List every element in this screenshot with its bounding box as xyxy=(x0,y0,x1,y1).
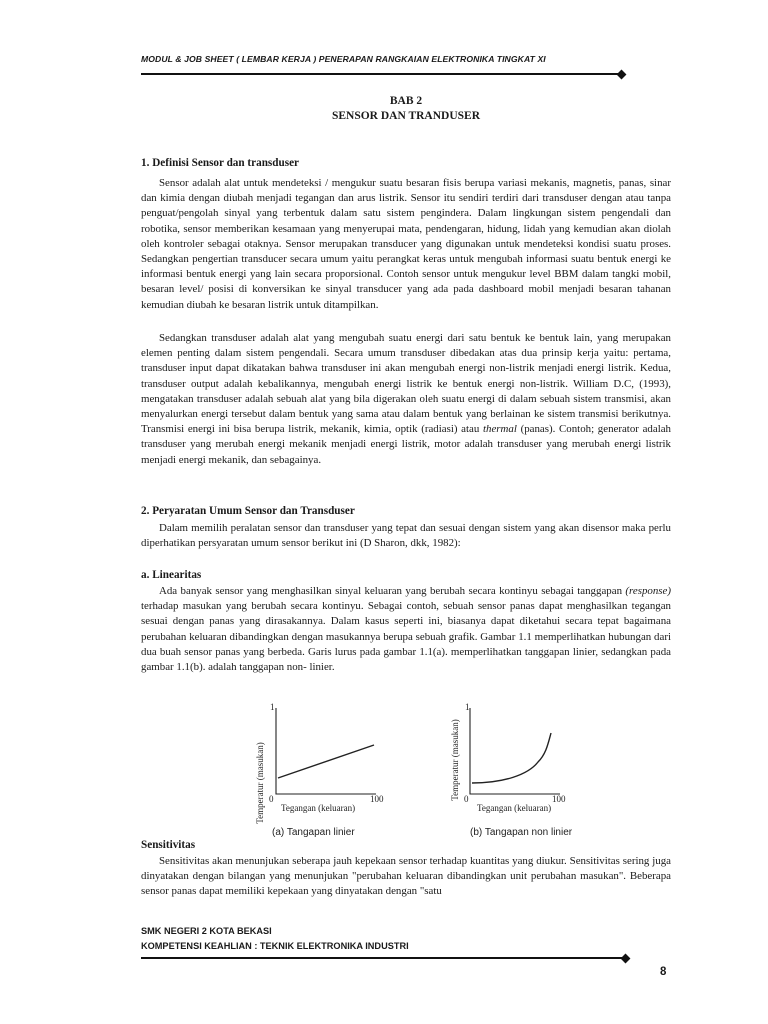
section-2-paragraph-text: Dalam memilih peralatan sensor dan transduser yang tepat dan sesuai dengan sistem yang akan disensor maka perlu diperhatikan persyaratan umum sensor berikut ini (D Sharon, dkk, 1982): xyxy=(141,522,671,550)
left-y-max-tick: 1 xyxy=(270,702,275,712)
section-1-paragraph-2 xyxy=(141,331,671,468)
linearitas-text-b: terhadap masukan yang berubah secara kontinyu. Sebagai contoh, sebuah sensor panas dapat menghasilkan tegangan sesuai dengan panas yang dirasakannya. Dalam kasus seperti ini, biasanya dapat diketahui secara tepat bagaimana perubahan keluaran dibandingkan dengan masukannya berupa sebuah grafik. Gambar 1.1 memperlihatkan hubungan dari dua buah sensor panas yang berbeda. Garis lurus pada gambar 1.1(a). memperlihatkan tanggapan linier, sedangkan pada gambar 1.1(b). adalah tanggapan non- linier. xyxy=(141,600,671,674)
sensitivitas-text: Sensitivitas akan menunjukan seberapa jauh kepekaan sensor terhadap kuantitas yang diukur. Sensitivitas sering juga dinyatakan dengan bilangan yang menunjukan "perubahan keluaran dibandingkan unit perubahan masukan". Beberapa sensor panas dapat memiliki kepekaan yang dinyatakan dengan "satu xyxy=(141,855,671,898)
figure-linear-chart xyxy=(255,702,384,838)
thermal-term: thermal xyxy=(483,423,517,436)
right-x-axis-label: Tegangan (keluaran) xyxy=(477,803,552,813)
footer-rule-diamond-icon xyxy=(621,953,631,963)
chapter-title: SENSOR DAN TRANDUSER xyxy=(331,110,481,122)
header-rule xyxy=(141,73,619,75)
left-x-max-tick: 100 xyxy=(370,794,384,804)
section-2-paragraph xyxy=(141,521,671,551)
footer-rule xyxy=(141,957,623,959)
linear-response-line xyxy=(278,745,374,778)
linearitas-paragraph xyxy=(141,584,671,675)
right-x-max-tick: 100 xyxy=(552,794,566,804)
section-1-paragraph-2-text-b: (panas). Contoh; generator adalah transduser yang merubah energi mekanik menjadi energi listrik, motor adalah transduser yang merubah energi listrik menjadi energi mekanik, dan sebagainya. xyxy=(141,423,672,466)
footer-school: SMK NEGERI 2 KOTA BEKASI xyxy=(141,926,272,936)
sensitivitas-paragraph xyxy=(141,854,671,900)
right-axes xyxy=(470,708,560,794)
right-x-min-tick: 0 xyxy=(464,794,469,804)
left-axes xyxy=(276,708,376,794)
linearitas-text-a: Ada banyak sensor yang menghasilkan sinyal keluaran yang berubah secara kontinyu sebagai tanggapan xyxy=(159,585,626,597)
response-term: (response) xyxy=(625,585,671,597)
section-1-paragraph-1 xyxy=(141,176,671,313)
section-1-paragraph-2-text-a: Sedangkan transduser adalah alat yang mengubah suatu energi dari satu bentuk ke bentuk lain, yang merupakan elemen penting dalam sistem pengendali. Secara umum transduser dibedakan atas dua prinsip kerja yaitu: pertama, transduser input dapat dikatakan bahwa transduser ini akan mengubah energi non-listrik menjadi energi listrik. Kedua, transduser output adalah kebalikannya, mengubah energi listrik ke bentuk energi non-listrik. William D.C, (1993), mengatakan transduser adalah sebuah alat yang bila digerakan oleh suatu energi di dalam sebuah sistem transmisi, akan menyalurkan energi tersebut dalam bentuk yang sama atau dalam bentuk yang berlainan ke sistem transmisi berikutnya. Transmisi energi ini bisa berupa listrik, mekanik, kimia, optik (radiasi) atau xyxy=(141,332,671,436)
right-y-max-tick: 1 xyxy=(465,702,470,712)
sensitivitas-heading: Sensitivitas xyxy=(141,839,196,851)
left-x-min-tick: 0 xyxy=(269,794,274,804)
header-rule-diamond-icon xyxy=(617,69,627,79)
page-number: 8 xyxy=(660,966,667,978)
section-2-heading: 2. Peryaratan Umum Sensor dan Transduser xyxy=(141,505,355,517)
nonlinear-response-curve xyxy=(472,733,551,783)
left-caption: (a) Tangapan linier xyxy=(272,827,355,838)
chapter-number: BAB 2 xyxy=(389,95,423,107)
left-x-axis-label: Tegangan (keluaran) xyxy=(281,803,356,813)
footer-program: KOMPETENSI KEAHLIAN : TEKNIK ELEKTRONIKA INDUSTRI xyxy=(141,941,409,951)
figure-nonlinear-chart xyxy=(450,702,573,838)
figure-1-1 xyxy=(248,700,608,845)
linearitas-heading: a. Linearitas xyxy=(141,569,202,581)
left-y-axis-label: Temperatur (masukan) xyxy=(255,742,265,824)
right-caption: (b) Tangapan non linier xyxy=(470,827,573,838)
running-header: MODUL & JOB SHEET ( LEMBAR KERJA ) PENERAPAN RANGKAIAN ELEKTRONIKA TINGKAT XI xyxy=(141,54,546,64)
section-1-heading: 1. Definisi Sensor dan transduser xyxy=(141,157,299,169)
right-y-axis-label: Temperatur (masukan) xyxy=(450,719,460,801)
section-1-paragraph-1-text: Sensor adalah alat untuk mendeteksi / mengukur suatu besaran fisis berupa variasi mekanis, magnetis, panas, sinar dan kimia dengan diubah menjadi tegangan dan arus listrik. Sensor itu sendiri terdiri dari transduser dengan atau tanpa penguat/pengolah sinyal yang terbentuk dalam satu sistem pengindera. Dalam lingkungan sistem pengendali dan robotika, sensor memberikan kesamaan yang menyerupai mata, pendengaran, hidung, lidah yang kemudian akan diolah oleh kontroler sebagai otaknya. Sensor merupakan transducer yang digunakan untuk mendeteksi kondisi suatu proses. Sedangkan pengertian transducer secara umum yaitu perangkat keras untuk mengubah informasi suatu bentuk energi ke informasi bentuk energi yang lain secara proporsional. Contoh sensor untuk mengukur level BBM dalam tangki mobil, besaran level/ posisi di konversikan ke sinyal transducer yang ada pada dashboard mobil menjadi besaran tahanan kemudian diubah ke besaran listrik untuk ditampilkan. xyxy=(141,177,671,311)
